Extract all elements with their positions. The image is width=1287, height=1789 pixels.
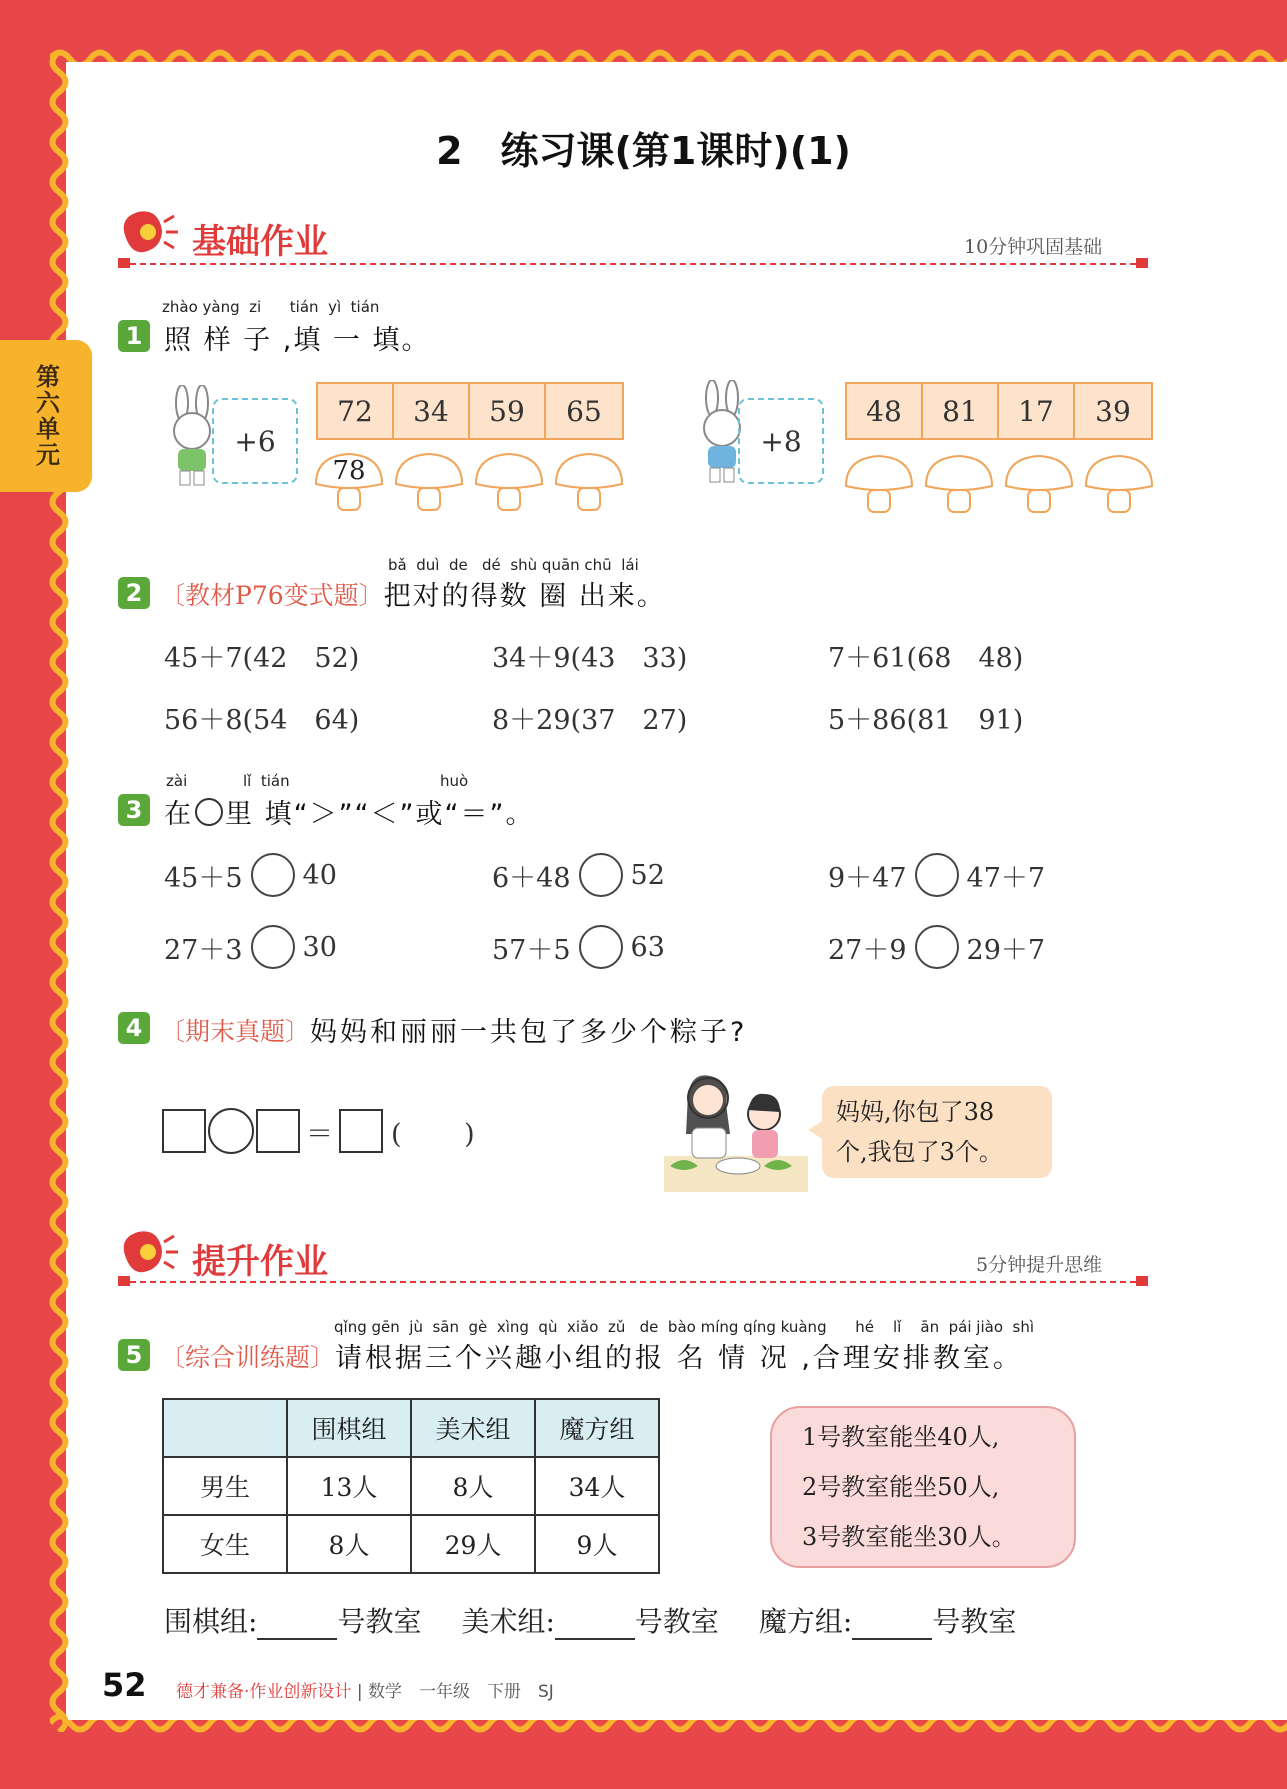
mushroom-answer[interactable] [472,450,546,514]
q3-instruction-b: 里 填“＞”“＜”或“＝”。 [225,799,535,830]
q3-compare [492,853,665,897]
q3-compare [164,925,337,969]
circle-icon [195,798,223,826]
q3-compare [828,853,1045,897]
q5-number: 5 [118,1339,150,1371]
q1-instruction: 照 样 子 ,填 一 填。 [164,325,431,356]
q5-answers [164,1600,1016,1640]
q1-right-operation: +8 [738,398,824,484]
q1-right-number-row [845,382,1153,440]
q3-number: 3 [118,794,150,826]
q3-instruction-a: 在 [164,799,193,830]
mushroom-icon [552,450,626,514]
table-cell: 34人 [535,1457,659,1515]
q4-instruction: 妈妈和丽丽一共包了多少个粽子? [310,1017,748,1048]
note-line: 3号教室能坐30人。 [802,1523,1016,1551]
q2-number: 2 [118,577,150,609]
divider-end-right [1136,1276,1148,1286]
q3-pinyin-huo: huò [440,772,469,790]
q1-right-mushrooms [842,452,1156,516]
compare-circle[interactable] [251,853,295,897]
q3-right: 52 [630,859,665,891]
section-heading-advanced: 提升作业 [192,1242,328,1282]
q1-pinyin: zhào yàng zi tián yì tián [162,298,380,316]
q2-pinyin: bǎ duì de dé shù quān chū lái [388,556,639,574]
table-header-cell: 围棋组 [287,1399,411,1457]
q2-problem[interactable]: 34＋9(43 33) [492,643,688,674]
q3-right: 63 [630,931,665,963]
q3-left: 57＋5 [492,934,571,966]
q2-problem[interactable]: 8＋29(37 27) [492,705,688,736]
q3-pinyin-li: lǐ tián [243,772,290,790]
mushroom-icon [1002,452,1076,516]
lamp-icon [118,208,180,258]
compare-circle[interactable] [915,853,959,897]
q3-right: 30 [302,931,337,963]
section-divider [130,263,1136,265]
mushroom-answer[interactable] [1082,452,1156,516]
q4-equation [162,1108,475,1154]
mushroom-answer[interactable] [552,450,626,514]
q3-left: 27＋3 [164,934,243,966]
q1-right-value: 39 [1095,394,1131,428]
q3-left: 6＋48 [492,862,571,894]
table-row [163,1457,659,1515]
classroom-note [770,1406,1076,1568]
q4-number: 4 [118,1012,150,1044]
q2-problem[interactable]: 7＋61(68 48) [828,643,1024,674]
table-header-row [163,1399,659,1457]
q3-right: 29＋7 [966,934,1046,966]
q2-problem[interactable]: 45＋7(42 52) [164,643,360,674]
q1-left-value: 59 [470,384,546,438]
section-heading-basic: 基础作业 [192,222,328,262]
divider-end-right [1136,258,1148,268]
unit-tab-label: 第六单元 [31,364,60,468]
page-number: 52 [102,1666,147,1704]
answer-label: 美术组: [461,1605,555,1638]
q1-number: 1 [118,320,150,352]
answer-blank[interactable] [555,1638,635,1640]
q5-instruction: 请根据三个兴趣小组的报 名 情 况 ,合理安排教室。 [335,1343,1023,1374]
q3-right: 40 [302,859,337,891]
mushroom-answer[interactable] [312,450,386,514]
compare-circle[interactable] [579,925,623,969]
q3-left: 9＋47 [828,862,907,894]
mushroom-answer[interactable] [392,450,466,514]
answer-box[interactable] [162,1109,206,1153]
q3-right: 47＋7 [966,862,1046,894]
mushroom-icon [922,452,996,516]
section-subtitle-basic: 10分钟巩固基础 [964,236,1103,258]
table-cell: 男生 [163,1457,287,1515]
q1-left-operation: +6 [212,398,298,484]
q2-problem[interactable]: 5＋86(81 91) [828,705,1024,736]
q3-pinyin-zai: zài [166,772,188,790]
footer-info: 数学 一年级 下册 SJ [367,1682,554,1702]
answer-label: 围棋组: [164,1605,258,1638]
q4-source-tag: 〔期末真题〕 [160,1016,311,1046]
q1-left-value: 65 [566,394,602,428]
answer-suffix: 号教室 [337,1605,422,1638]
table-header-cell: 美术组 [411,1399,535,1457]
table-cell: 9人 [535,1515,659,1573]
unit-paren[interactable]: ( ) [391,1118,475,1150]
mushroom-answer-value: 78 [332,456,366,486]
mushroom-answer[interactable] [842,452,916,516]
compare-circle[interactable] [579,853,623,897]
page-title: 2 练习课(第1课时)(1) [436,129,851,173]
answer-blank[interactable] [852,1638,932,1640]
mushroom-icon [472,450,546,514]
table-header-cell [163,1399,287,1457]
answer-box[interactable] [256,1109,300,1153]
mushroom-icon [1082,452,1156,516]
q1-left-value: 72 [318,384,394,438]
section-divider [130,1281,1136,1283]
answer-suffix: 号教室 [634,1605,719,1638]
lamp-icon [118,1228,180,1278]
q3-heading [164,792,535,831]
divider-end-left [118,258,130,268]
compare-circle[interactable] [915,925,959,969]
unit-tab [0,340,92,492]
q3-compare [492,925,665,969]
equals-sign: ＝ [306,1118,333,1150]
table-cell: 8人 [287,1515,411,1573]
q4-heading [160,1010,747,1049]
q1-right-value: 48 [847,384,923,438]
answer-suffix: 号教室 [932,1605,1017,1638]
q1-right-value: 81 [923,384,999,438]
table-header-cell: 魔方组 [535,1399,659,1457]
mushroom-answer[interactable] [922,452,996,516]
section-subtitle-advanced: 5分钟提升思维 [976,1254,1103,1276]
answer-box[interactable] [339,1109,383,1153]
q5-source-tag: 〔综合训练题〕 [160,1342,336,1372]
table-cell: 女生 [163,1515,287,1573]
mother-daughter-illustration [664,1070,808,1192]
q3-compare [828,925,1045,969]
q1-left-number-row [316,382,624,440]
q2-heading [160,574,666,613]
q1-right-value: 17 [999,384,1075,438]
q1-left-mushrooms [312,450,626,514]
compare-circle[interactable] [251,925,295,969]
mushroom-icon [392,450,466,514]
table-cell: 29人 [411,1515,535,1573]
operator-circle[interactable] [208,1108,254,1154]
table-cell: 8人 [411,1457,535,1515]
mushroom-answer[interactable] [1002,452,1076,516]
divider-end-left [118,1276,130,1286]
speech-line: 个,我包了3个。 [836,1138,1003,1166]
q2-source-tag: 〔教材P76变式题〕 [160,580,384,610]
table-row [163,1515,659,1573]
q3-compare [164,853,337,897]
q5-pinyin: qǐng gēn jù sān gè xìng qù xiǎo zǔ de bào míng qíng kuàng hé lǐ ān pái jiào shì [334,1318,1035,1336]
speech-line: 妈妈,你包了38 [836,1098,995,1126]
note-line: 2号教室能坐50人, [802,1473,1000,1501]
table-cell: 13人 [287,1457,411,1515]
footer-caption: 德才兼备·作业创新设计 | 数学 一年级 下册 SJ [176,1682,554,1702]
enrollment-table [162,1398,660,1574]
footer-brand: 德才兼备·作业创新设计 [176,1682,352,1702]
mushroom-icon [842,452,916,516]
q3-left: 27＋9 [828,934,907,966]
q2-problem[interactable]: 56＋8(54 64) [164,705,360,736]
q1-left-value: 34 [394,384,470,438]
q2-instruction: 把对的得数 圈 出来。 [383,581,666,612]
speech-bubble [822,1086,1052,1178]
q3-left: 45＋5 [164,862,243,894]
answer-label: 魔方组: [758,1605,853,1638]
answer-blank[interactable] [257,1638,337,1640]
wavy-border-left [46,52,72,1732]
q5-heading [160,1336,1023,1375]
note-line: 1号教室能坐40人, [802,1423,1000,1451]
